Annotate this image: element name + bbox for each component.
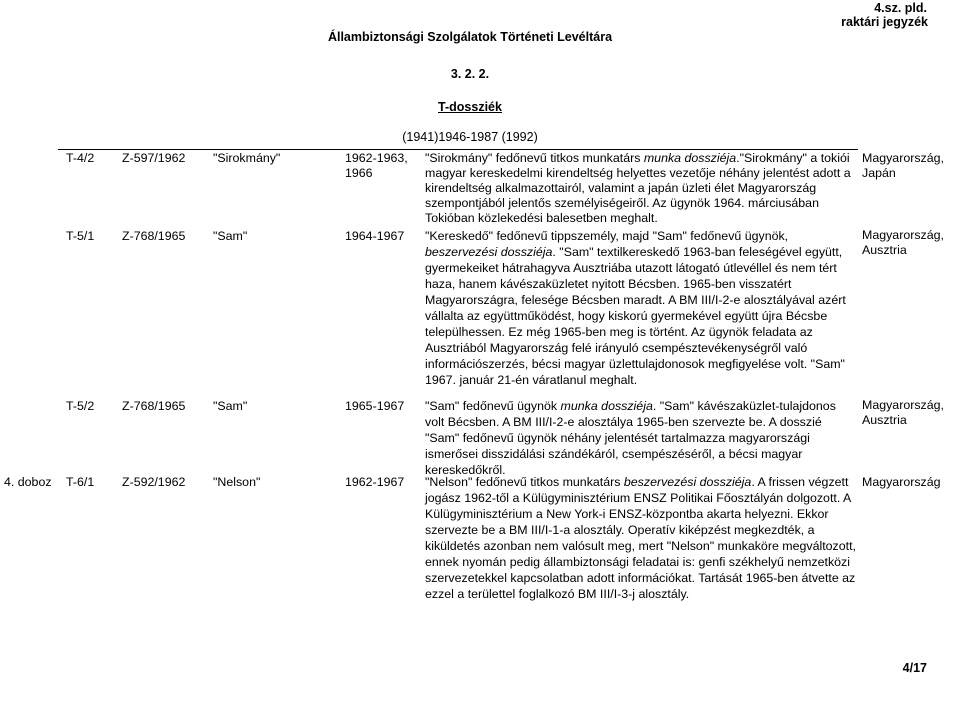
years <box>345 228 404 244</box>
description-line: Tokióban közlekedési balesetben meghalt. <box>425 211 658 225</box>
years-line: 1962-1963, <box>345 151 408 165</box>
description-line: kirendeltség alkalmazottairól, valamint a japán üzleti élet Magyarország <box>425 181 817 195</box>
description-line: Külügyminisztérium a New York-i ENSZ-központba akarta helyezni. Ekkor <box>425 507 829 521</box>
description-text: . "Sam" kávészaküzlet-tulajdonos <box>652 399 836 413</box>
years <box>345 151 408 181</box>
description-line: "Sam" fedőnevű ügynök néhány jelentését tartalmazza magyarországi <box>425 431 810 445</box>
description-line: jogász 1962-től a Külügyminisztérium ENSZ Politikai Főosztályán dolgozott. A <box>425 491 852 505</box>
description-line <box>425 244 846 260</box>
description-emphasis: munka dossziéja <box>560 399 653 413</box>
codename: "Nelson" <box>213 475 261 489</box>
copy-number: 4.sz. pld. <box>874 1 927 15</box>
description-line: Ausztriából Magyarország felé irányuló csempésztevékenységről való <box>425 341 808 355</box>
section-title-text: T-dossziék <box>438 100 502 114</box>
dossier-id: T-6/1 <box>66 475 95 489</box>
section-title <box>0 99 940 115</box>
years-line: 1964-1967 <box>345 229 405 243</box>
description-line <box>425 474 856 490</box>
table-top-rule <box>58 149 858 150</box>
page-number: 4/17 <box>902 661 927 675</box>
description-line <box>425 398 836 414</box>
description-emphasis: munka dossziéja <box>643 151 737 165</box>
description-line: szervezte be a BM III/I-1-a alosztály. Operatív kiképzést megkezdték, a <box>425 523 815 537</box>
description-line: ismerősei disszidálási szándékáról, csempészéséről, a bécsi magyar <box>425 447 803 461</box>
country: Japán <box>862 166 896 180</box>
description-line: vállalta az együttműködést, hogy kiskorú gyermekével együtt újra Bécsbe <box>425 309 828 323</box>
description-line: ennek nyomán pedig állambiztonsági feladatai is: genfi székhelyű nemzetközi <box>425 555 850 569</box>
codename: "Sam" <box>213 229 248 243</box>
description-line: volt Bécsben. A BM III/I-2-e alosztálya 1965-ben szervezte be. A dosszié <box>425 415 822 429</box>
description <box>425 151 851 226</box>
description <box>425 228 846 388</box>
document-type: raktári jegyzék <box>841 15 928 29</box>
description-line: kiküldetés azonban nem valósult meg, mert "Nelson" munkaköre megváltozott, <box>425 539 856 553</box>
dossier-id: T-5/1 <box>66 229 95 243</box>
description-text: . "Sam" textilkereskedő 1963-ban feleségével együtt, <box>552 245 843 259</box>
country: Magyarország, <box>862 151 944 165</box>
reference-number: Z-592/1962 <box>122 475 186 489</box>
years-line: 1965-1967 <box>345 399 405 413</box>
archive-name: Állambiztonsági Szolgálatok Történeti Levéltára <box>327 30 613 44</box>
description-line: Magyarországra, felesége Bécsben maradt. A BM III/I-2-e alosztályával azért <box>425 293 846 307</box>
years <box>345 474 404 490</box>
description-line: kereskedőkről. <box>425 463 506 477</box>
countries <box>862 398 944 428</box>
description-text: "Sirokmány" fedőnevű titkos munkatárs <box>425 151 644 165</box>
description-line: haza, hanem kávészaküzletet nyitott Bécsben. 1965-ben visszatért <box>425 277 792 291</box>
years-line: 1962-1967 <box>345 475 405 489</box>
description-line: települhessen. Ez még 1965-ben meg is történt. Az ügynök feladata az <box>425 325 813 339</box>
dossier-id: T-5/2 <box>66 399 95 413</box>
description-text: "Nelson" fedőnevű titkos munkatárs <box>425 475 624 489</box>
reference-number: Z-597/1962 <box>122 151 186 165</box>
years-line: 1966 <box>345 166 373 180</box>
country: Ausztria <box>862 243 907 257</box>
description-line: gyermekeiket hátrahagyva Ausztriába utazott látogató útlevéllel és nem tért <box>425 261 837 275</box>
description-text: . A frissen végzett <box>751 475 849 489</box>
description-line: információszerzés, bécsi magyar üzlettulajdonosok megfigyelése volt. "Sam" <box>425 357 845 371</box>
reference-number: Z-768/1965 <box>122 399 186 413</box>
description-line: magyar kereskedelmi kirendeltség helyettes vezetője néhány jelentést adott a <box>425 166 851 180</box>
country: Magyarország <box>862 475 941 489</box>
dossier-id: T-4/2 <box>66 151 95 165</box>
years <box>345 398 404 414</box>
description-line: szempontjából jelentős személyiségeiről. Az ügynök 1964. márciusában <box>425 196 819 210</box>
countries <box>862 474 941 490</box>
description-line: "Kereskedő" fedőnevű tippszemély, majd "Sam" fedőnevű ügynök, <box>425 229 789 243</box>
codename: "Sam" <box>213 399 248 413</box>
countries <box>862 228 944 258</box>
section-number: 3. 2. 2. <box>450 67 490 81</box>
description <box>425 474 856 602</box>
description-line: ezzel a területtel foglalkozó BM III/I-3-j alosztály. <box>425 587 690 601</box>
section-period: (1941)1946-1987 (1992) <box>402 130 538 144</box>
description-text: "Sam" fedőnevű ügynök <box>425 399 561 413</box>
country: Magyarország, <box>862 228 944 242</box>
description-line: 1967. január 21-én váratlanul meghalt. <box>425 373 638 387</box>
description-emphasis: beszervezési dossziéja <box>623 475 752 489</box>
country: Magyarország, <box>862 398 944 412</box>
description-text: ."Sirokmány" a tokiói <box>736 151 850 165</box>
box-label: 4. doboz <box>4 475 52 489</box>
country: Ausztria <box>862 413 907 427</box>
codename: "Sirokmány" <box>213 151 281 165</box>
description <box>425 398 836 478</box>
description-line <box>425 151 851 166</box>
description-line: szervezetekkel kapcsolatban adott információkat. Tartását 1965-ben átvette az <box>425 571 856 585</box>
reference-number: Z-768/1965 <box>122 229 186 243</box>
countries <box>862 151 944 181</box>
description-emphasis: beszervezési dossziéja <box>425 245 553 259</box>
